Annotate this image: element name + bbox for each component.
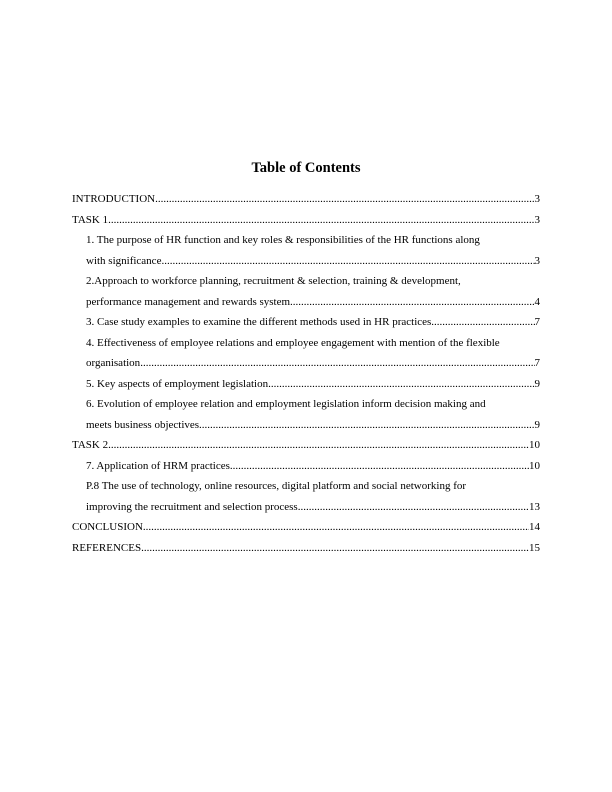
toc-entry-label: organisation	[86, 357, 141, 369]
toc-entry-label: improving the recruitment and selection process	[86, 500, 298, 513]
toc-entry-label: performance management and rewards system	[86, 295, 291, 308]
toc-page-number: 7	[534, 357, 540, 369]
toc-entry-technology[interactable]	[72, 476, 540, 517]
toc-entry-task-2[interactable]	[72, 435, 540, 456]
toc-leader-dots	[141, 538, 529, 559]
toc-entry-label: CONCLUSION	[72, 521, 143, 533]
toc-leader-dots	[143, 517, 529, 538]
toc-leader-dots	[140, 353, 534, 374]
toc-entry-references[interactable]	[72, 538, 540, 559]
toc-entry-employee-relations[interactable]	[72, 333, 540, 374]
toc-leader-dots	[161, 251, 534, 272]
toc-entry-hr-function[interactable]	[72, 230, 540, 271]
toc-page-number: 3	[534, 193, 540, 205]
toc-leader-dots	[431, 312, 534, 333]
toc-entry-label: 5. Key aspects of employment legislation	[86, 377, 269, 390]
toc-leader-dots	[108, 210, 534, 231]
toc-entry-evolution[interactable]	[72, 394, 540, 435]
toc-leader-dots	[290, 292, 534, 313]
toc-page-number: 3	[534, 213, 540, 226]
toc-entry-label-line1: 4. Effectiveness of employee relations and employee engagement with mention of the flexible	[86, 336, 500, 349]
toc-entry-case-study[interactable]	[72, 312, 540, 333]
toc-entry-task-1[interactable]	[72, 210, 540, 231]
toc-entry-label: 7. Application of HRM practices	[86, 459, 230, 472]
toc-entry-label-line1: 1. The purpose of HR function and key roles & responsibilities of the HR functions along	[86, 234, 480, 246]
toc-entry-hrm-practices[interactable]	[72, 456, 540, 477]
toc-entry-label: TASK 2	[72, 439, 109, 451]
toc-page-number: 14	[529, 521, 540, 533]
toc-leader-dots	[155, 189, 534, 210]
toc-entry-label: 3. Case study examples to examine the different methods used in HR practices	[86, 316, 432, 328]
toc-entry-conclusion[interactable]	[72, 517, 540, 538]
toc-list	[72, 189, 540, 558]
toc-leader-dots	[268, 374, 534, 395]
toc-page-number: 15	[529, 541, 540, 554]
toc-leader-dots	[298, 497, 529, 518]
toc-page-number: 9	[534, 418, 540, 431]
toc-entry-label: meets business objectives	[86, 418, 200, 431]
toc-page-number: 10	[529, 439, 540, 451]
toc-page-number: 10	[529, 459, 540, 472]
toc-entry-label-line1: 2.Approach to workforce planning, recruitment & selection, training & development,	[86, 275, 461, 287]
toc-entry-workforce-planning[interactable]	[72, 271, 540, 312]
toc-entry-label: with significance	[86, 254, 162, 267]
toc-title: Table of Contents	[251, 160, 361, 176]
toc-entry-label-line1: 6. Evolution of employee relation and employment legislation inform decision making and	[86, 398, 486, 410]
toc-entry-label: TASK 1	[72, 213, 109, 226]
toc-leader-dots	[108, 435, 529, 456]
toc-entry-label-line1: P.8 The use of technology, online resources, digital platform and social networking for	[86, 480, 467, 492]
toc-entry-label: INTRODUCTION	[72, 193, 156, 205]
toc-entry-employment-legislation[interactable]	[72, 374, 540, 395]
toc-page-number: 7	[534, 316, 540, 328]
toc-page-number: 4	[534, 295, 540, 308]
toc-page-number: 13	[529, 500, 540, 513]
toc-entry-label: REFERENCES	[72, 541, 142, 554]
toc-entry-introduction[interactable]	[72, 189, 540, 210]
toc-leader-dots	[230, 456, 529, 477]
toc-leader-dots	[199, 415, 534, 436]
toc-page-number: 3	[534, 254, 540, 267]
toc-page-number: 9	[534, 377, 540, 390]
